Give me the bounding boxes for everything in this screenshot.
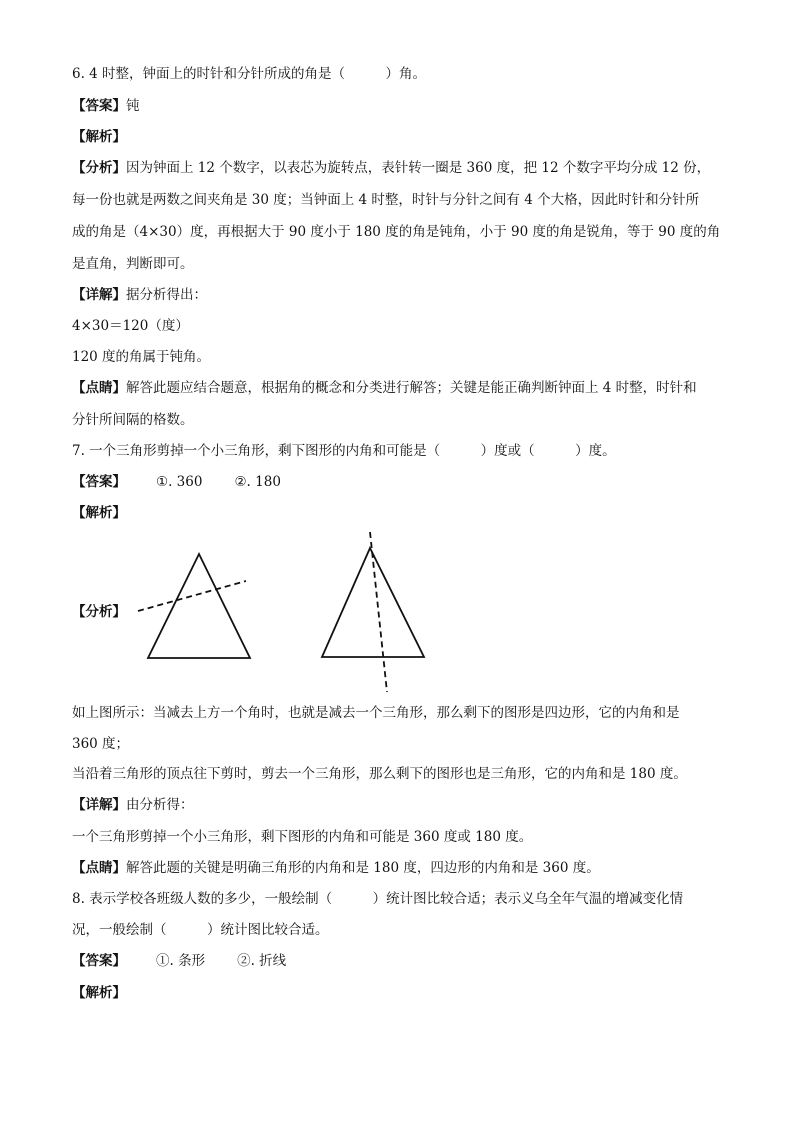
q7-desc-3: 当沿着三角形的顶点往下剪时，剪去一个三角形，那么剩下的图形也是三角形，它的内角和是 180 度。 (72, 766, 687, 782)
q7-answer-1: ①. 360 (156, 474, 203, 490)
xiangjie-label: 【详解】 (72, 797, 126, 813)
q6-fenxi-4: 是直角，判断即可。 (72, 256, 194, 272)
q8-question-2: 况，一般绘制（ ）统计图比较合适。 (72, 922, 329, 938)
q6-dianjing-1: 解答此题应结合题意，根据角的概念和分类进行解答；关键是能正确判断钟面上 4 时整，时针和 (126, 380, 697, 396)
dianjing-label: 【点睛】 (72, 860, 126, 876)
cut-line-2 (370, 532, 387, 692)
q6-fenxi-1: 因为钟面上 12 个数字，以表芯为旋转点，表针转一圈是 360 度，把 12 个数字平均分成 12 份， (126, 160, 711, 176)
q7-xiangjie-row (72, 795, 194, 815)
q7-desc-2: 360 度； (72, 736, 130, 752)
q7-dianjing: 解答此题的关键是明确三角形的内角和是 180 度，四边形的内角和是 360 度。 (126, 860, 600, 876)
q7-jiexi-label: 【解析】 (72, 505, 126, 521)
xiangjie-label: 【详解】 (72, 287, 126, 303)
q6-calc-result: 120 度的角属于钝角。 (72, 349, 211, 365)
fenxi-label: 【分析】 (72, 160, 126, 176)
q6-dianjing-row (72, 378, 697, 398)
triangle-1 (148, 554, 250, 658)
q7-xiangjie-2: 一个三角形剪掉一个小三角形，剩下图形的内角和可能是 360 度或 180 度。 (72, 829, 533, 845)
q6-answer-row (72, 96, 140, 116)
q6-jiexi-label: 【解析】 (72, 129, 126, 145)
q7-answer-row (72, 472, 281, 492)
q7-fenxi-label: 【分析】 (72, 604, 126, 620)
dianjing-label: 【点睛】 (72, 380, 126, 396)
q7-question: 7. 一个三角形剪掉一个小三角形，剩下图形的内角和可能是（ ）度或（ ）度。 (72, 443, 616, 459)
q6-xiangjie-row (72, 285, 207, 305)
q8-answer-row (72, 951, 286, 971)
q6-calc: 4×30＝120（度） (72, 318, 189, 334)
q8-jiexi-label: 【解析】 (72, 985, 126, 1001)
q6-fenxi-3: 成的角是（4×30）度，再根据大于 90 度小于 180 度的角是钝角，小于 90 度的角是锐角，等于 90 度的角 (72, 224, 721, 240)
q6-question: 6. 4 时整，钟面上的时针和分针所成的角是（ ）角。 (72, 66, 427, 82)
q6-xiangjie: 据分析得出： (126, 287, 207, 303)
q6-fenxi-2: 每一份也就是两数之间夹角是 30 度；当钟面上 4 时整，时针与分针之间有 4 个大格，因此时针和分针所 (72, 192, 700, 208)
q6-dianjing-2: 分针所间隔的格数。 (72, 412, 194, 428)
q7-answer-2: ②. 180 (234, 474, 281, 490)
answer-label: 【答案】 (72, 953, 126, 969)
q7-desc-1: 如上图所示：当减去上方一个角时，也就是减去一个三角形，那么剩下的图形是四边形，它的内角和是 (72, 705, 680, 721)
triangle-cut-corner-diagram (130, 545, 260, 665)
q7-dianjing-row (72, 858, 600, 878)
q6-fenxi-row (72, 158, 710, 178)
cut-line-1 (138, 581, 246, 611)
q8-answer-1: ①. 条形 (156, 953, 206, 969)
answer-label: 【答案】 (72, 474, 126, 490)
q7-xiangjie: 由分析得： (126, 797, 194, 813)
q8-answer-2: ②. 折线 (237, 953, 287, 969)
q6-answer: 钝 (126, 98, 140, 114)
answer-label: 【答案】 (72, 98, 126, 114)
triangle-cut-vertex-diagram (315, 530, 435, 695)
q8-question-1: 8. 表示学校各班级人数的多少，一般绘制（ ）统计图比较合适；表示义乌全年气温的增减变化情 (72, 891, 684, 907)
